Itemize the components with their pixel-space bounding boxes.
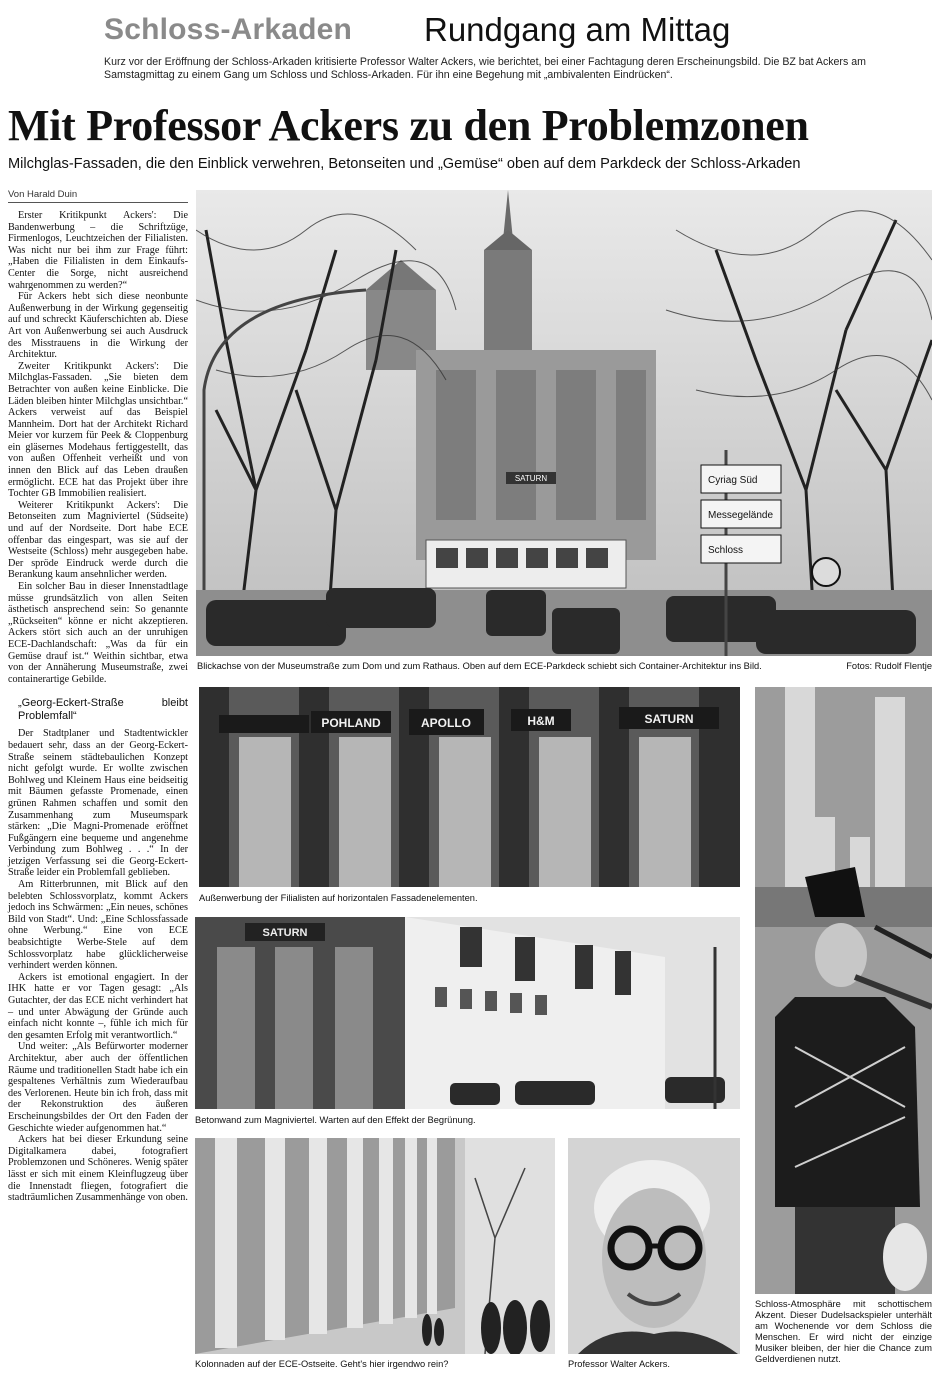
caption-main: Blickachse von der Museumstraße zum Dom und zum Rathaus. Oben auf dem ECE-Parkdeck schiebt sich Container-Architektur ins Bild. bbox=[197, 661, 762, 671]
main-photo-sign-2: Messegelände bbox=[708, 510, 774, 521]
body-paragraph: Erster Kritikpunkt Ackers': Die Bandenwerbung – die Schriftzüge, Firmenlogos, Leuchtzeichen der Filialisten. Was nicht nur bei ihm zur Frage führt: „Haben die Filialisten in dem Einkaufs-Center die Sorge, nicht ausreichend wahrgenommen zu werden?“ bbox=[8, 210, 188, 291]
intro-text: Kurz vor der Eröffnung der Schloss-Arkaden kritisierte Professor Walter Ackers, wie berichtet, bei einer Fachtagung deren Erscheinungsbild. Die BZ bat Ackers am Samstagmittag zu einem Gang um Schloss und Schloss-Arkaden. Für ihn eine Begehung mit „ambivalenten Eindrücken“. bbox=[104, 56, 866, 81]
photo-credit: Fotos: Rudolf Flentje bbox=[846, 661, 932, 671]
body-paragraph: Weiterer Kritikpunkt Ackers': Die Betonseiten zum Magniviertel (Südseite) und auf der Nordseite. Dort habe ECE offenbar das eingespart, was sie auf der Westseite (Schloss) mehr ausgegeben habe. Der spröde Eindruck werde durch die Berankung kaum ansehnlicher werden. bbox=[8, 499, 188, 581]
body-paragraph: Und weiter: „Als Befürworter moderner Architektur, aber auch der öffentlichen Räume und traditionellen Stadt habe ich ein gespaltenes Verhältnis zum Wiederaufbau des Verlorenen. Heute bin ich froh, dass mit der Rekonstruktion des äußeren Erscheinungsbildes der Ort den Faden der Geschichte wieder aufgenommen hat.“ bbox=[8, 1041, 188, 1134]
facade-sign-saturn: SATURN bbox=[644, 712, 694, 726]
body-paragraph: Ackers ist emotional engagiert. In der IHK hatte er vor Tagen gesagt: „Als Gutachter, der das ECE nicht verhindert hat – und unter Abwägung der Gründe auch einfach nicht konnte –, fühle ich mich für den gesamten Erfolg mit verantwortlich.“ bbox=[8, 971, 188, 1041]
subheadline: Milchglas-Fassaden, die den Einblick verwehren, Betonseiten und „Gemüse“ oben auf dem Parkdeck der Schloss-Arkaden bbox=[8, 156, 801, 172]
body-subheading: „Georg-Eckert-Straße bleibt Problemfall“ bbox=[18, 697, 188, 722]
kicker-series: Schloss-Arkaden bbox=[104, 13, 353, 46]
body-paragraph: Der Stadtplaner und Stadtentwickler bedauert sehr, dass an der Georg-Eckert-Straße seinem städtebaulichen Konzept nicht gefolgt wurde. Er wollte zwischen Bohlweg und Kleinem Haus eine beidseitig mit Bäumen gefasste Promenade, einen grünen Rahmen schaffen und somit den Zusammenhang zum Museumspark stärken: „Die Magni-Promenade eröffnet Fußgängern eine bequeme und angenehme Verbindung zum Bohlweg . . .“ In der jetzigen Verfassung sei die Georg-Eckert-Straße leider ein Problemfall geblieben. bbox=[8, 728, 188, 879]
body-paragraph: Ein solcher Bau in dieser Innenstadtlage müsse grundsätzlich von allen Seiten ästhetisch ansprechend sein: So genannte „Rückseiten“ könne er nicht akzeptieren. Ackers stört sich auch an der unruhigen ECE-Dachlandschaft: „Was da für ein Gemüse drauf ist.“ Weithin sichtbar, etwa von der Annäherung Museumstraße, zwei containerartige Gebilde. bbox=[8, 581, 188, 685]
byline: Von Harald Duin bbox=[8, 189, 78, 200]
caption-concrete: Betonwand zum Magniviertel. Warten auf den Effekt der Begrünung. bbox=[195, 1115, 476, 1125]
caption-colonnade: Kolonnaden auf der ECE-Ostseite. Geht's hier irgendwo rein? bbox=[195, 1359, 449, 1369]
concrete-sign-saturn: SATURN bbox=[262, 927, 308, 939]
body-paragraph: Ackers hat bei dieser Erkundung seine Digitalkamera dabei, fotografiert Problemzonen und Schöneres. Wenig später lässt er sich mit einem Kleinflugzeug über die Innenstadt fliegen, fotografiert die stadträumlichen Zusammenhänge von oben. bbox=[8, 1134, 188, 1204]
facade-sign-pohland: POHLAND bbox=[321, 716, 381, 730]
body-paragraph: Für Ackers hebt sich diese neonbunte Außenwerbung in der Wirkung gegenseitig auf und schreckt Käuferschichten ab. Diese Art von Außenwerbung sei auch Ausdruck des Misstrauens in die Wirkung der Architektur. bbox=[8, 291, 188, 361]
kicker-title: Rundgang am Mittag bbox=[424, 11, 731, 48]
photo-facade-advertising bbox=[199, 687, 740, 887]
caption-piper: Schloss-Atmosphäre mit schottischem Akzent. Dieser Dudelsackspieler unterhält am Wochenende vor dem Schloss die Menschen. Er wird nicht der einzige Musiker bleiben, der hier die Chance zum Geldverdienen nutzt. bbox=[755, 1299, 932, 1364]
article-body bbox=[8, 210, 188, 1204]
byline-rule bbox=[8, 202, 188, 203]
photo-concrete-wall bbox=[195, 917, 740, 1109]
main-photo-sign-3: Schloss bbox=[708, 545, 744, 556]
photo-bagpiper bbox=[755, 687, 932, 1294]
photo-colonnade bbox=[195, 1138, 555, 1354]
body-paragraph: Zweiter Kritikpunkt Ackers': Die Milchglas-Fassaden. „Sie bieten dem Betrachter von außen keine Einblicke. Die Läden bleiben hinter Milchglas unsichtbar.“ Ackers verweist auf das Beispiel Mannheim. Dort hat der Architekt Richard Meier vor kurzem für Peek & Cloppenburg ein gläsernes Modehaus fertiggestellt, das von außen Offenheit verheißt und von innen den Blick auf das Leben draußen ermöglicht. ECE hat das Projekt über ihre Tochter GB Immobilien realisiert. bbox=[8, 360, 188, 500]
photo-portrait-ackers bbox=[568, 1138, 740, 1354]
facade-sign-hm: H&M bbox=[527, 714, 555, 728]
main-photo-sign-1: Cyriag Süd bbox=[708, 475, 758, 486]
caption-portrait: Professor Walter Ackers. bbox=[568, 1359, 670, 1369]
caption-facade: Außenwerbung der Filialisten auf horizontalen Fassadenelementen. bbox=[199, 893, 478, 903]
main-photo-store-sign: SATURN bbox=[514, 474, 548, 483]
body-paragraph: Am Ritterbrunnen, mit Blick auf den belebten Schlossvorplatz, kommt Ackers jedoch ins Schwärmen: „Ein neues, schönes Bild von Stadt“. Und: „Eine Schlossfassade ohne Werbung.“ Eine von ECE beabsichtigte Werbe-Stele auf dem Schlossvorplatz habe glücklicherweise verhindert werden können. bbox=[8, 879, 188, 972]
photo-main-street bbox=[196, 190, 932, 656]
headline: Mit Professor Ackers zu den Problemzonen bbox=[8, 101, 809, 150]
facade-sign-apollo: APOLLO bbox=[421, 716, 471, 730]
